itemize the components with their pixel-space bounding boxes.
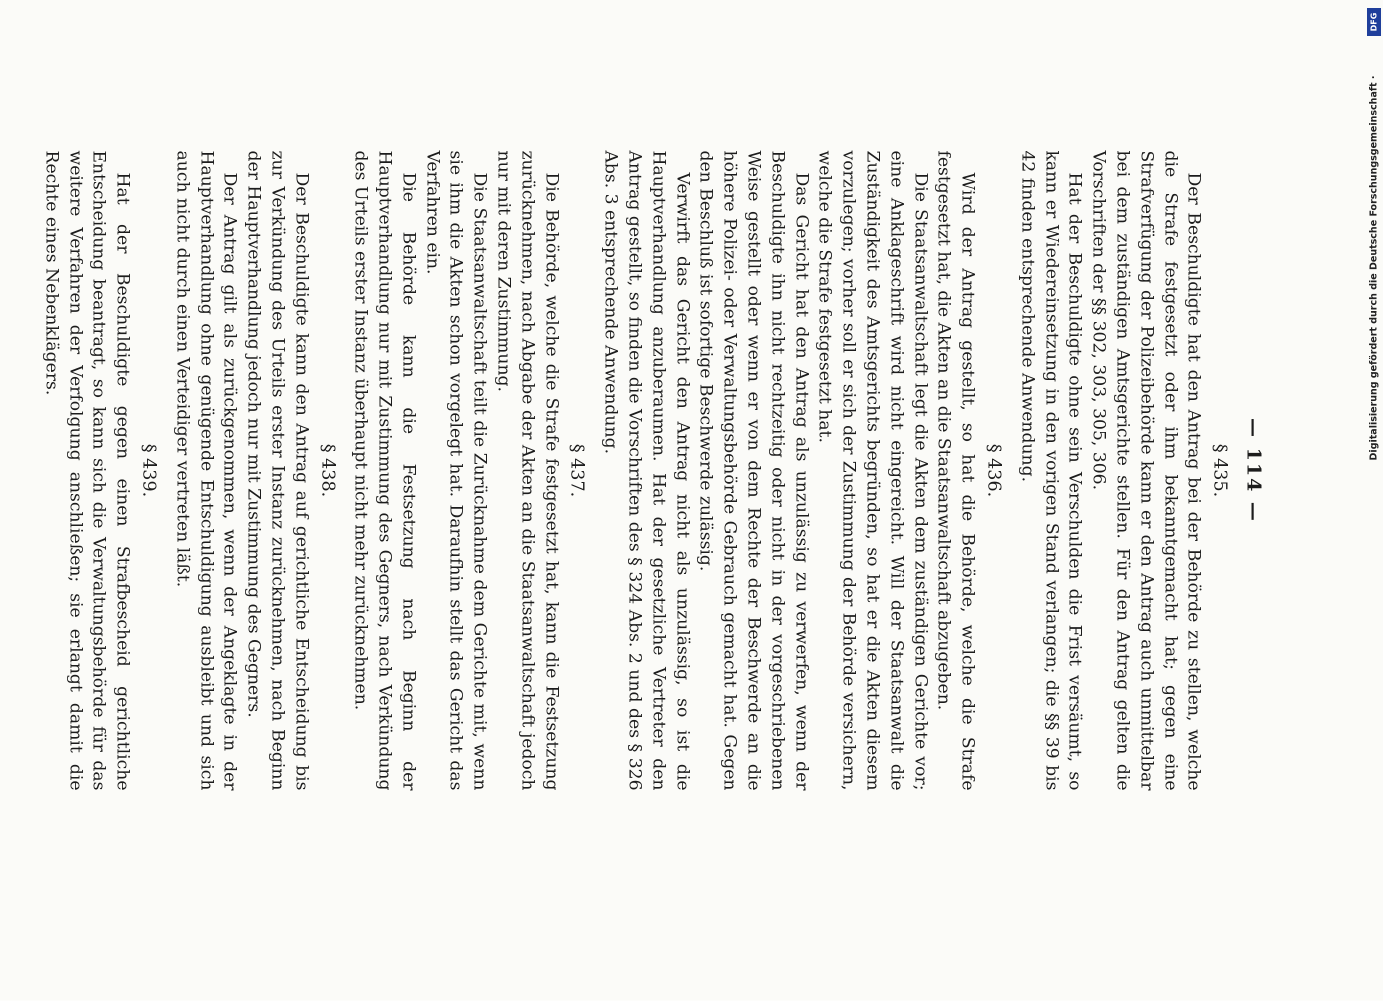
- section-title: § 435.: [1209, 443, 1230, 498]
- paragraph: Das Gericht hat den Antrag als unzulässig zu verwerfen, wenn der Beschuldigte ihn nicht rechtzeitig oder nicht in der vorgeschriebenen Weise gestellt oder wenn er von dem Rechte der Beschwerde an die höhere Polizei- oder Verwaltungsbehörde Gebrauch gemacht hat. Gegen den Beschluß ist sofortige Beschwerde zulässig.: [695, 150, 812, 791]
- section-439: [38, 151, 159, 791]
- paragraph: Die Staatsanwaltschaft teilt die Zurücknahme dem Gerichte mit, wenn sie ihm die Akten schon vorgelegt hat. Daraufhin stellt das Gericht das Verfahren ein.: [422, 150, 490, 791]
- dfg-logo-text: DFG: [1369, 12, 1379, 32]
- page-body: [38, 151, 1264, 791]
- section-title: § 439.: [138, 443, 159, 498]
- section-438: [169, 151, 338, 791]
- paragraph: Der Antrag gilt als zurückgenommen, wenn der Angeklagte in der Hauptverhandlung ohne genügende Entschuldigung ausbleibt und sich auch nicht durch einen Verteidiger vertreten läßt.: [172, 150, 240, 791]
- paragraph: Wird der Antrag gestellt, so hat die Behörde, welche die Strafe festgesetzt hat, die Akten an die Staatsanwaltschaft abzugeben.: [933, 150, 978, 791]
- section-title: § 436.: [983, 443, 1004, 498]
- credit-text: Digitalisierung gefördert durch die Deutsche Forschungsgemeinschaft ·: [1368, 75, 1380, 461]
- paragraph: Die Behörde kann die Festsetzung nach Beginn der Hauptverhandlung nur mit Zustimmung des Gegners, nach Verkündung des Urteils erster Instanz überhaupt nicht mehr zurücknehmen.: [350, 150, 419, 791]
- rotated-page: [0, 1, 1383, 1001]
- paragraph: Hat der Beschuldigte ohne sein Verschulden die Frist versäumt, so kann er Wiedereinsetzung in den vorigen Stand verlangen; die §§ 39 bis 42 finden entsprechende Anwendung.: [1017, 150, 1085, 791]
- section-435: [1015, 151, 1231, 791]
- paragraph: Verwirft das Gericht den Antrag nicht als unzulässig, so ist die Hauptverhandlung anzuberaumen. Hat der gesetzliche Vertreter den Antrag gestellt, so finden die Vorschriften des § 324 Abs. 2 und des § 326 Abs. 3 entsprechende Anwendung.: [600, 150, 693, 791]
- paragraph: Die Staatsanwaltschaft legt die Akten dem zuständigen Gerichte vor; eine Anklageschrift wird nicht eingereicht. Will der Staatsanwalt die Zuständigkeit des Amtsgerichts begründen, so hat er die Akten diesem vorzulegen; vorher soll er sich der Zustimmung der Behörde versichern, welche die Strafe festgesetzt hat.: [814, 150, 931, 791]
- paragraph: Hat der Beschuldigte gegen einen Strafbescheid gerichtliche Entscheidung beantragt, so kann sich die Verwaltungsbehörde für das weitere Verfahren der Verfolgung anschließen; sie erlangt damit die Rechte eines Nebenklägers.: [41, 150, 133, 791]
- digitization-credit: [1367, 8, 1381, 528]
- paragraph: Der Beschuldigte hat den Antrag bei der Behörde zu stellen, welche die Strafe festgesetzt oder ihm bekanntgemacht hat; gegen eine Strafverfügung der Polizeibehörde kann er den Antrag auch unmittelbar bei dem zuständigen Amtsgerichte stellen. Für den Antrag gelten die Vorschriften der §§ 302, 303, 305, 306.: [1088, 150, 1204, 791]
- section-436: [598, 151, 1005, 791]
- paragraph: Der Beschuldigte kann den Antrag auf gerichtliche Entscheidung bis zur Verkündung des Urteils erster Instanz zurücknehmen, nach Beginn der Hauptverhandlung jedoch nur mit Zustimmung des Gegners.: [243, 150, 312, 791]
- paragraph: Die Behörde, welche die Strafe festgesetzt hat, kann die Festsetzung zurücknehmen, nach Abgabe der Akten an die Staatsanwaltschaft jedoch nur mit deren Zustimmung.: [493, 150, 562, 791]
- dfg-logo: [1367, 8, 1381, 36]
- page-number-header: — 114 —: [1242, 418, 1265, 523]
- section-437: [348, 151, 588, 791]
- section-title: § 437.: [566, 443, 587, 498]
- section-title: § 438.: [317, 443, 338, 498]
